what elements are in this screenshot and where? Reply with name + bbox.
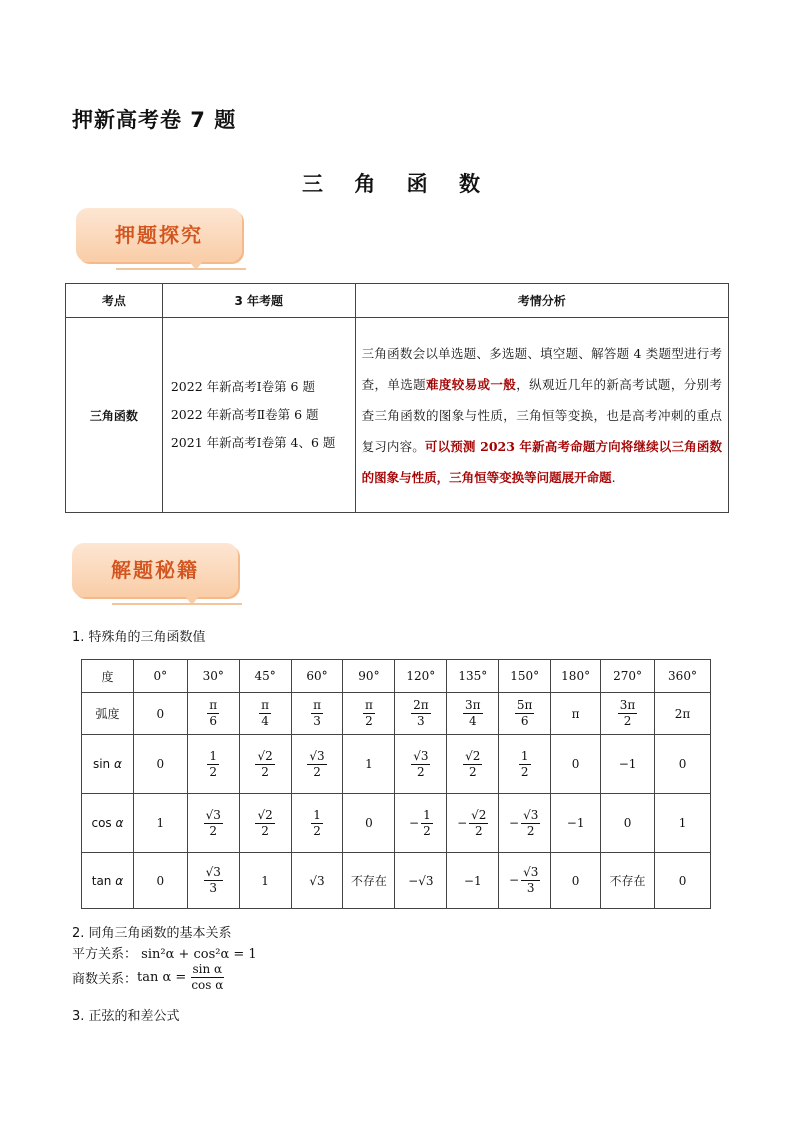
- cell-value: 不存在: [609, 874, 646, 888]
- cell-fraction: [207, 699, 219, 727]
- sin-value-cell: [291, 735, 343, 794]
- cos-value-cell: [187, 794, 239, 853]
- cell-fraction: [311, 809, 323, 837]
- cos-value-cell: [499, 794, 551, 853]
- row-label-sin: sin α: [82, 735, 134, 794]
- cell-value: 0: [678, 873, 687, 888]
- fraction-denominator: 2: [261, 823, 269, 838]
- cell-value: 0: [678, 757, 687, 771]
- sin-value-cell: [133, 735, 187, 794]
- cell-fraction: [618, 699, 638, 727]
- deg-value-cell: 180°: [551, 660, 601, 693]
- cos-value-cell: [291, 794, 343, 853]
- fraction-numerator: √3: [523, 807, 539, 822]
- fraction-numerator: √3: [205, 865, 221, 880]
- tan-row: [82, 853, 711, 909]
- cell-value: 0: [571, 757, 580, 771]
- cos-row: [82, 794, 711, 853]
- cell-value: 1: [261, 873, 269, 888]
- fraction-numerator: π: [209, 698, 218, 713]
- cell-fraction: [411, 699, 431, 727]
- quotient-fraction: [189, 963, 225, 991]
- rad-value-cell: [239, 693, 291, 735]
- deg-value-cell: 135°: [447, 660, 499, 693]
- fraction-numerator: √2: [465, 748, 481, 763]
- fraction-numerator: 3π: [465, 698, 481, 713]
- cell-sign: −: [509, 815, 520, 830]
- cos-value-cell: [239, 794, 291, 853]
- cell-value: √3: [309, 873, 325, 888]
- fraction-denominator: 3: [417, 714, 425, 728]
- fraction-denominator: 2: [623, 714, 632, 728]
- fraction-numerator: 1: [423, 807, 431, 822]
- cell-value: 1: [678, 816, 687, 830]
- sin-value-cell: [447, 735, 499, 794]
- analysis-prediction: 可以预测 2023 年新高考命题方向将继续以三角函数的图象与性质，三角恒等变换等问题展开命题: [361, 438, 722, 485]
- fraction-denominator: 2: [526, 823, 535, 838]
- deg-value-cell: 150°: [499, 660, 551, 693]
- cell-fraction: [463, 699, 483, 727]
- badge-underline: [112, 603, 242, 605]
- sin-value-cell: [655, 735, 711, 794]
- badge-underline: [116, 268, 246, 270]
- sin-value-cell: [343, 735, 395, 794]
- fraction-numerator: √3: [309, 748, 325, 763]
- cell-fraction: [363, 699, 375, 727]
- cell-fraction: [311, 699, 323, 727]
- section-2-title: 2. 同角三角函数的基本关系: [72, 926, 232, 941]
- row-label-cos: cos α: [82, 794, 134, 853]
- cos-value-cell: [655, 794, 711, 853]
- cell-fraction: [411, 750, 430, 778]
- rad-value-cell: [551, 693, 601, 735]
- rad-value-cell: [499, 693, 551, 735]
- cell-value: 2π: [674, 706, 691, 721]
- quotient-relation-label: 商数关系：: [72, 971, 138, 987]
- deg-value-cell: 0°: [133, 660, 187, 693]
- cell-value: −1: [463, 873, 482, 888]
- deg-value-cell: 30°: [187, 660, 239, 693]
- header-analysis: 考情分析: [355, 284, 728, 318]
- analysis-highlight: 难度较易或一般: [426, 376, 517, 392]
- cell-sign: −: [409, 815, 420, 830]
- cell-value: 1: [156, 816, 165, 830]
- cell-value: 0: [156, 706, 165, 721]
- badge-label: 解题秘籍: [111, 558, 199, 582]
- quotient-lhs: tan α =: [137, 969, 187, 985]
- fraction-numerator: √3: [523, 865, 539, 880]
- fraction-numerator: 2π: [413, 698, 429, 713]
- fraction-numerator: π: [261, 698, 270, 713]
- sin-value-cell: [499, 735, 551, 794]
- cell-fraction: [515, 699, 535, 727]
- fraction-numerator: π: [313, 698, 321, 713]
- section-1-title: 1. 特殊角的三角函数值: [72, 630, 206, 645]
- header-years: 3 年考题: [162, 284, 355, 318]
- cell-fraction: [207, 750, 219, 778]
- cell-sign: −: [457, 815, 468, 830]
- rad-value-cell: [133, 693, 187, 735]
- rad-value-cell: [655, 693, 711, 735]
- tan-value-cell: [187, 853, 239, 909]
- rad-value-cell: [291, 693, 343, 735]
- fraction-numerator: 1: [520, 748, 529, 763]
- exam-analysis-table: [65, 283, 729, 513]
- deg-value-cell: 60°: [291, 660, 343, 693]
- rad-value-cell: [395, 693, 447, 735]
- tan-value-cell: [291, 853, 343, 909]
- square-relation-label: 平方关系：: [72, 947, 138, 962]
- rad-value-cell: [187, 693, 239, 735]
- badge-label: 押题探究: [115, 223, 203, 247]
- cell-fraction: [463, 750, 482, 778]
- fraction-denominator: 2: [313, 764, 321, 779]
- tan-value-cell: [499, 853, 551, 909]
- exam-year-item: 2021 年新高考Ⅰ卷第 4、6 题: [170, 435, 336, 450]
- fraction-denominator: 3: [526, 881, 535, 895]
- fraction-denominator: 3: [313, 714, 321, 728]
- sin-value-cell: [551, 735, 601, 794]
- row-label-tan: tan α: [82, 853, 134, 909]
- cell-value: −1: [566, 816, 585, 830]
- tan-value-cell: [395, 853, 447, 909]
- sin-value-cell: [187, 735, 239, 794]
- exam-year-item: 2022 年新高考Ⅱ卷第 6 题: [170, 407, 319, 422]
- cell-fraction: [521, 866, 540, 894]
- fraction-numerator: 1: [209, 748, 218, 763]
- table-header-row: [66, 284, 729, 318]
- cos-value-cell: [395, 794, 447, 853]
- cell-fraction: [469, 809, 488, 837]
- fraction-denominator: 2: [209, 764, 218, 779]
- cell-fraction: [204, 809, 223, 837]
- tan-value-cell: [551, 853, 601, 909]
- deg-value-cell: 270°: [601, 660, 655, 693]
- deg-value-cell: 120°: [395, 660, 447, 693]
- row-label-radian: 弧度: [82, 693, 134, 735]
- fraction-numerator: 3π: [619, 698, 636, 713]
- deg-value-cell: 360°: [655, 660, 711, 693]
- exam-year-item: 2022 年新高考Ⅰ卷第 6 题: [170, 379, 315, 394]
- square-relation: [72, 943, 257, 962]
- fraction-denominator: 4: [468, 714, 477, 728]
- section-badge-exploration: [76, 208, 246, 264]
- tan-value-cell: [133, 853, 187, 909]
- fraction-numerator: √3: [205, 807, 221, 822]
- topic-cell: 三角函数: [66, 318, 163, 513]
- fraction-denominator: 2: [365, 714, 373, 728]
- fraction-numerator: √2: [257, 807, 273, 822]
- tan-value-cell: [343, 853, 395, 909]
- fraction-denominator: 2: [474, 823, 483, 838]
- cell-fraction: [521, 809, 540, 837]
- analysis-cell: [355, 318, 728, 513]
- cell-fraction: [255, 809, 274, 837]
- tan-value-cell: [655, 853, 711, 909]
- radian-row: [82, 693, 711, 735]
- cell-value: π: [571, 706, 580, 721]
- cell-value: −√3: [408, 873, 434, 888]
- fraction-denominator: 6: [209, 714, 218, 728]
- years-cell: [162, 318, 355, 513]
- fraction-numerator: π: [364, 698, 373, 713]
- fraction-denominator: 2: [468, 764, 477, 779]
- tan-value-cell: [601, 853, 655, 909]
- table-row: [66, 318, 729, 513]
- fraction-denominator: 2: [313, 823, 321, 838]
- fraction-numerator: sin α: [192, 962, 223, 976]
- cos-value-cell: [551, 794, 601, 853]
- rad-value-cell: [343, 693, 395, 735]
- fraction-denominator: 3: [209, 881, 218, 895]
- section-3-title: 3. 正弦的和差公式: [72, 1009, 180, 1024]
- fraction-denominator: 2: [423, 823, 431, 838]
- cell-fraction: [421, 809, 433, 837]
- sin-value-cell: [395, 735, 447, 794]
- cell-fraction: [204, 866, 223, 894]
- sin-value-cell: [601, 735, 655, 794]
- cell-value: 0: [365, 816, 373, 830]
- deg-value-cell: 90°: [343, 660, 395, 693]
- fraction-denominator: 4: [261, 714, 269, 728]
- analysis-text: .: [611, 469, 616, 485]
- degree-row: [82, 660, 711, 693]
- fraction-denominator: 6: [520, 714, 529, 728]
- cos-value-cell: [447, 794, 499, 853]
- cos-value-cell: [343, 794, 395, 853]
- cos-value-cell: [133, 794, 187, 853]
- sin-row: [82, 735, 711, 794]
- row-label-degree: 度: [82, 660, 134, 693]
- rad-value-cell: [447, 693, 499, 735]
- fraction-numerator: √3: [413, 748, 429, 763]
- fraction-numerator: 5π: [516, 698, 533, 713]
- analysis-text: 三角函数会以单选题、多选题、填空题、解答题 4 类题型进行考查，单选题: [361, 345, 722, 392]
- document-title: 三 角 函 数: [302, 172, 492, 196]
- tan-value-cell: [447, 853, 499, 909]
- fraction-numerator: 1: [313, 807, 321, 822]
- fraction-denominator: 2: [417, 764, 425, 779]
- fraction-denominator: 2: [520, 764, 529, 779]
- cell-value: −1: [618, 757, 637, 771]
- cell-value: 0: [156, 873, 165, 888]
- fraction-denominator: 2: [209, 823, 218, 838]
- fraction-denominator: 2: [261, 764, 269, 779]
- square-relation-formula: sin²α + cos²α = 1: [141, 947, 257, 962]
- fraction-numerator: √2: [257, 748, 273, 763]
- cell-value: 1: [365, 757, 373, 771]
- cell-fraction: [307, 750, 326, 778]
- fraction-denominator: cos α: [191, 977, 224, 992]
- cell-fraction: [255, 750, 274, 778]
- page-header-title: 押新高考卷 7 题: [72, 108, 237, 132]
- section-badge-tips: [72, 543, 242, 599]
- cos-value-cell: [601, 794, 655, 853]
- cell-sign: −: [509, 873, 520, 887]
- fraction-numerator: √2: [471, 807, 487, 822]
- cell-value: 0: [623, 816, 632, 830]
- special-angle-table: [81, 659, 711, 909]
- analysis-text: ，纵观近几年的新高考试题，分别考查三角函数的图象与性质，三角恒等变换，也是高考冲刺的重点复习内容。: [361, 376, 722, 454]
- sin-value-cell: [239, 735, 291, 794]
- cell-fraction: [519, 750, 531, 778]
- cell-value: 0: [571, 873, 580, 888]
- cell-value: 0: [156, 757, 165, 771]
- tan-value-cell: [239, 853, 291, 909]
- deg-value-cell: 45°: [239, 660, 291, 693]
- header-topic: 考点: [66, 284, 163, 318]
- quotient-relation: [72, 963, 225, 991]
- cell-value: 不存在: [350, 874, 387, 888]
- cell-fraction: [259, 699, 271, 727]
- rad-value-cell: [601, 693, 655, 735]
